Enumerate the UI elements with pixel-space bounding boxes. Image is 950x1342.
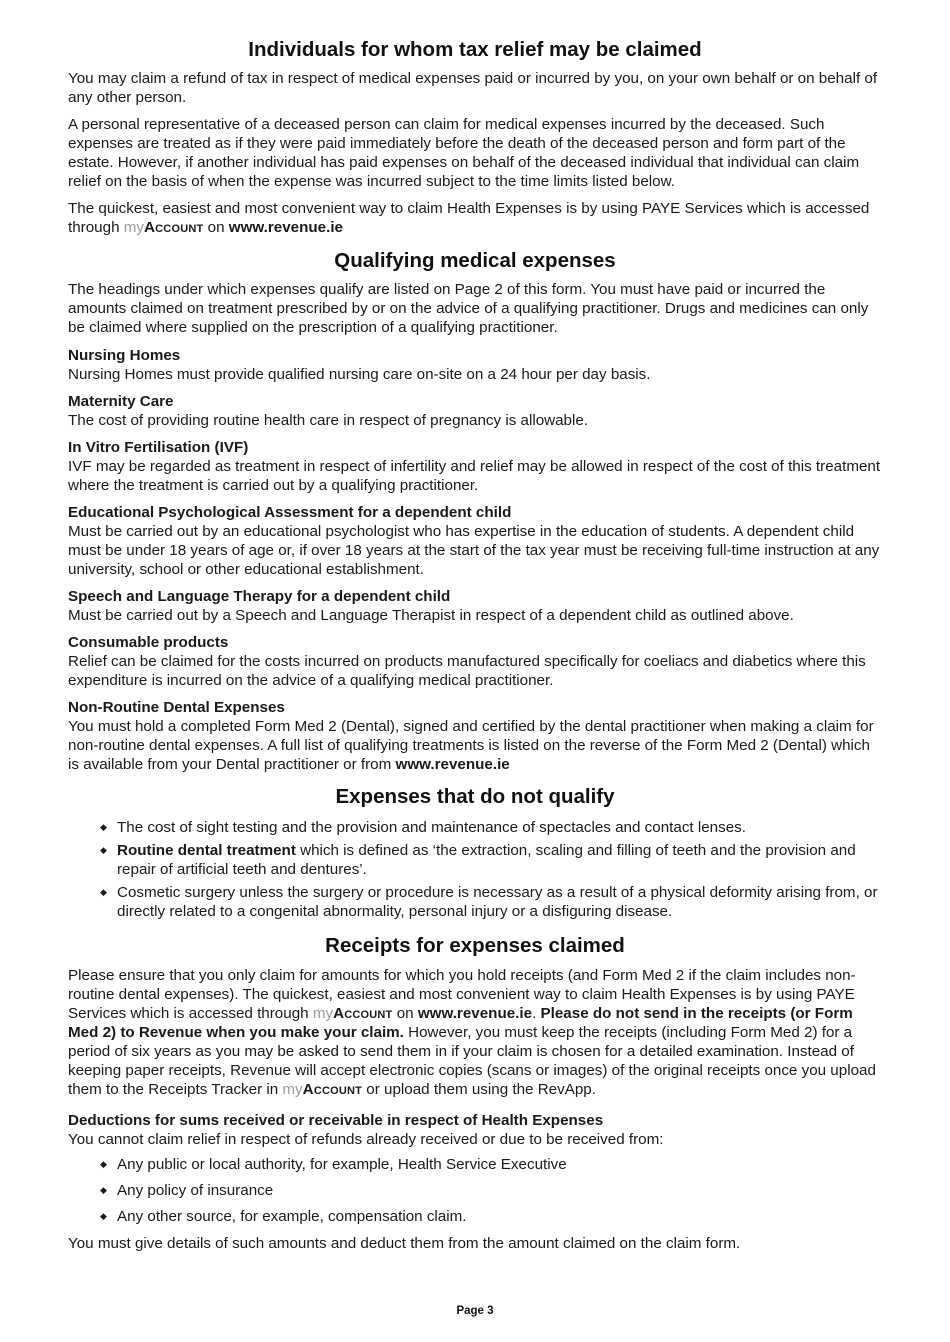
subsection-title: In Vitro Fertilisation (IVF) (68, 439, 249, 456)
subsection-title: Non-Routine Dental Expenses (68, 699, 285, 716)
myaccount-brand (313, 1005, 393, 1022)
brand-my: my (312, 1005, 334, 1022)
subsection-nursing-homes (68, 346, 882, 384)
paragraph-personal-representative: A personal representative of a deceased person can claim for medical expenses incurred by the deceased. Such expenses are treated as if they were paid immediately before the death of the deceased person and form part of the estate. However, if another individual has paid expenses on behalf of the deceased individual that individual can claim relief on the basis of when the expense was incurred subject to the time limits listed below. (68, 116, 860, 190)
list-item (68, 841, 882, 879)
list-item (68, 1155, 882, 1174)
receipts-text: on (392, 1005, 418, 1022)
brand-my: my (282, 1081, 303, 1098)
subsection-maternity-care (68, 392, 882, 430)
list-item (68, 1181, 882, 1200)
subsection-text: Must be carried out by an educational psychologist who has expertise in the education of students. A dependent child must be under 18 years of age or, if over 18 years at the start of the tax year must be receiving full-time instruction at any university, school or other educational establishment. (68, 523, 880, 578)
non-qualifying-list (68, 818, 882, 921)
list-item-text: The cost of sight testing and the provision and maintenance of spectacles and contact lenses. (117, 819, 746, 836)
paragraph-paye-services (68, 199, 882, 237)
list-item-text: Cosmetic surgery unless the surgery or procedure is necessary as a result of a physical deformity arising from, or directly related to a congenital abnormality, personal injury or a disfiguring disease. (117, 884, 878, 920)
subsection-deductions (68, 1111, 882, 1149)
list-item (68, 883, 882, 921)
brand-my: my (123, 219, 144, 236)
receipts-text: However, you must keep the receipts (including Form Med 2) for a period of six years as you may be asked to send them in if your claim is chosen for a detailed examination. Instead of keeping paper receipts, Revenue will accept electronic copies (scans or images) of the original receipts once you upload them to the Receipts Tracker in (68, 1024, 876, 1098)
page-number: Page 3 (456, 1305, 494, 1317)
revenue-url: www.revenue.ie (395, 756, 510, 773)
revenue-url: www.revenue.ie (228, 219, 343, 236)
list-item-text: which is defined as ‘the extraction, scaling and filling of teeth and the provision and repair of artificial teeth and dentures’. (117, 842, 856, 878)
bullet-icon: ◆ (100, 1159, 107, 1169)
subsection-text: IVF may be regarded as treatment in respect of infertility and relief may be allowed in respect of the cost of this treatment where the treatment is carried out by a qualifying practitioner. (68, 458, 881, 494)
paye-text: The quickest, easiest and most convenient way to claim Health Expenses is by using PAYE Services which is accessed through (68, 200, 870, 236)
deductions-list (68, 1155, 882, 1226)
paragraph-qualifying-intro: The headings under which expenses qualify are listed on Page 2 of this form. You must have paid or incurred the amounts claimed on treatment prescribed by or on the advice of a qualifying practitioner. Drugs and medicines can only be claimed where supplied on the prescription of a qualifying practitioner. (68, 281, 869, 336)
subsection-title: Nursing Homes (68, 347, 181, 364)
bullet-icon: ◆ (100, 1185, 107, 1195)
list-item-text: Any other source, for example, compensation claim. (117, 1208, 467, 1225)
heading-qualifying: Qualifying medical expenses (334, 249, 616, 272)
list-item (68, 1207, 882, 1226)
list-item-bold: Routine dental treatment (117, 842, 296, 859)
paragraph-closing: You must give details of such amounts and deduct them from the amount claimed on the claim form. (68, 1235, 741, 1252)
bullet-icon: ◆ (100, 822, 107, 832)
brand-account: Account (333, 1005, 393, 1022)
subsection-text: Nursing Homes must provide qualified nursing care on-site on a 24 hour per day basis. (68, 366, 651, 383)
heading-not-qualify: Expenses that do not qualify (335, 785, 615, 808)
subsection-text: The cost of providing routine health care in respect of pregnancy is allowable. (68, 412, 589, 429)
subsection-consumable-products (68, 633, 882, 690)
revenue-url: www.revenue.ie (417, 1005, 533, 1022)
heading-individuals: Individuals for whom tax relief may be claimed (248, 38, 702, 61)
subsection-title: Educational Psychological Assessment for a dependent child (68, 504, 512, 521)
list-item-text: Any policy of insurance (117, 1182, 274, 1199)
heading-receipts: Receipts for expenses claimed (325, 934, 625, 957)
subsection-dental (68, 698, 882, 774)
paragraph-receipts (68, 966, 882, 1099)
subsection-title: Maternity Care (68, 393, 174, 410)
subsection-educational-assessment (68, 503, 882, 579)
subsection-text: You must hold a completed Form Med 2 (Dental), signed and certified by the dental practitioner when making a claim for non-routine dental expenses. A full list of qualifying treatments is listed on the reverse of the Form Med 2 (Dental) which is available from your Dental practitioner or from (68, 718, 874, 773)
subsection-text: You cannot claim relief in respect of refunds already received or due to be received from: (68, 1131, 664, 1148)
subsection-speech-therapy (68, 587, 882, 625)
bullet-icon: ◆ (100, 1211, 107, 1221)
brand-account: Account (302, 1081, 363, 1098)
subsection-title: Deductions for sums received or receivable in respect of Health Expenses (68, 1112, 604, 1129)
receipts-text: . (532, 1005, 541, 1022)
bullet-icon: ◆ (100, 887, 107, 897)
subsection-title: Consumable products (68, 634, 229, 651)
receipts-text: or upload them using the RevApp. (362, 1081, 596, 1098)
page-content (68, 37, 882, 1261)
paye-text-on: on (203, 219, 229, 236)
receipts-warning: Please do not send in the receipts (or Form Med 2) to Revenue when you make your claim. (68, 1005, 853, 1041)
myaccount-brand (282, 1081, 362, 1098)
subsection-text: Must be carried out by a Speech and Language Therapist in respect of a dependent child as outlined above. (68, 607, 794, 624)
brand-account: Account (143, 219, 204, 236)
list-item (68, 818, 882, 837)
receipts-text: Please ensure that you only claim for amounts for which you hold receipts (and Form Med 2 if the claim includes non-routine dental expenses). The quickest, easiest and most convenient way to claim Health Expenses is by using PAYE Services which is accessed through (68, 967, 856, 1022)
paragraph-refund: You may claim a refund of tax in respect of medical expenses paid or incurred by you, on your own behalf or on behalf of any other person. (68, 70, 878, 106)
subsection-text: Relief can be claimed for the costs incurred on products manufactured specifically for coeliacs and diabetics where this expenditure is incurred on the advice of a qualifying medical practitioner. (68, 653, 866, 689)
subsection-ivf (68, 438, 882, 495)
list-item-text: Any public or local authority, for example, Health Service Executive (117, 1156, 567, 1173)
myaccount-brand (124, 219, 204, 236)
bullet-icon: ◆ (100, 845, 107, 855)
subsection-title: Speech and Language Therapy for a dependent child (68, 588, 451, 605)
